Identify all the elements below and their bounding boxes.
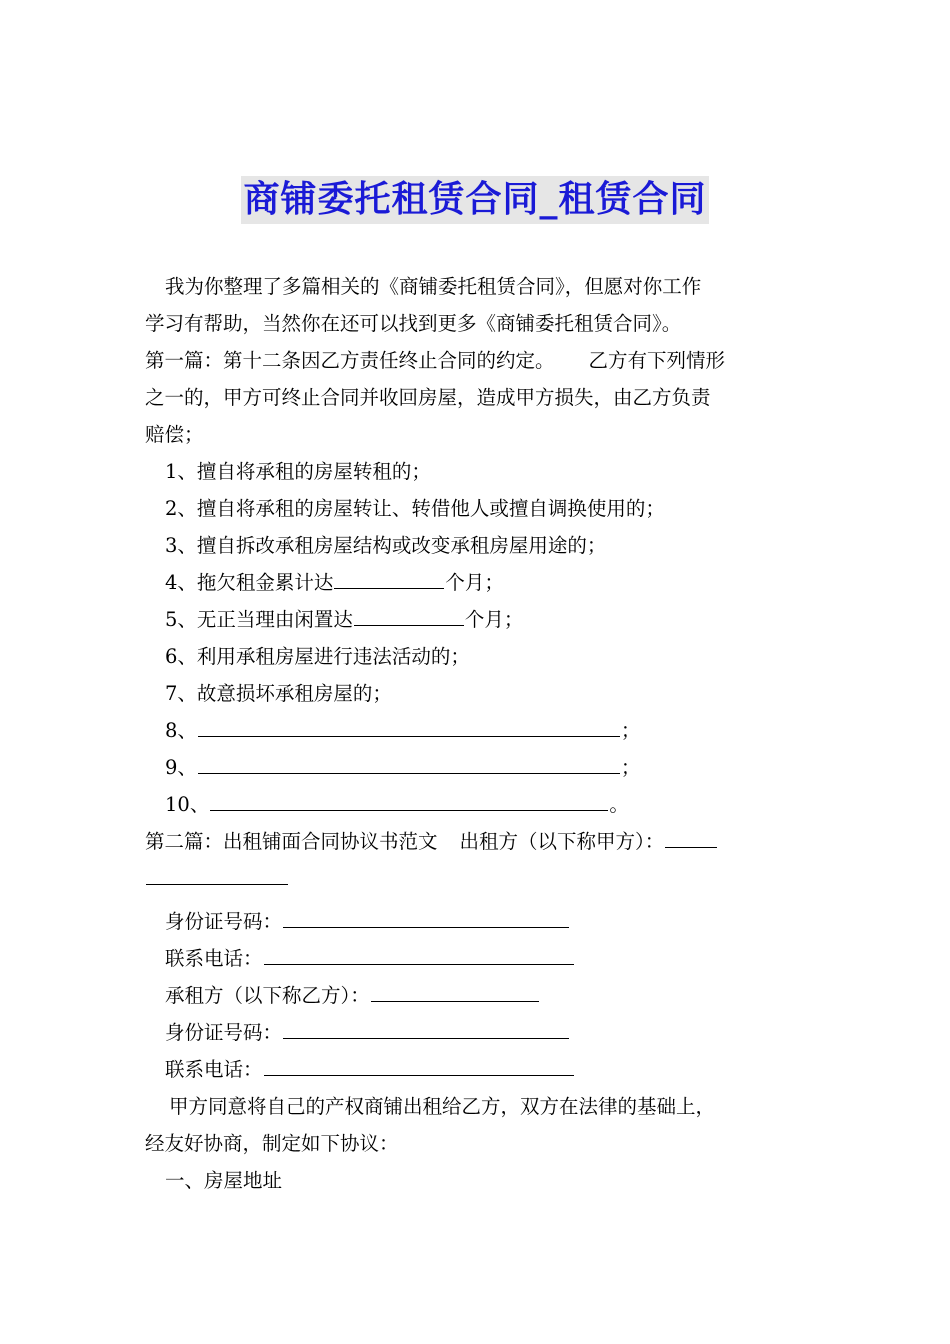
part1-heading-tail: 乙方有下列情形 — [588, 349, 726, 372]
fill-blank — [146, 862, 288, 885]
part1-line-3: 赔偿； — [145, 423, 204, 446]
list-item-2: 2、擅自将承租的房屋转让、转借他人或擅自调换使用的； — [165, 497, 665, 520]
list-item-9-number: 9、 — [165, 756, 197, 779]
list-item-5-text: 5、无正当理由闲置达 — [165, 608, 353, 631]
lessee-id-line — [145, 1014, 810, 1051]
lessee-label: 承租方（以下称乙方）： — [165, 984, 370, 1007]
part1-heading-line — [145, 342, 810, 379]
section-1-heading: 一、房屋地址 — [165, 1169, 283, 1192]
list-item-8 — [145, 712, 810, 749]
document-body — [145, 268, 810, 1199]
list-item-5 — [145, 601, 810, 638]
list-item-9 — [145, 749, 810, 786]
list-item-10 — [145, 786, 810, 823]
list-item-9-suffix: ； — [620, 756, 641, 779]
part2-heading-line — [145, 823, 810, 860]
list-item-7: 7、故意损坏承租房屋的； — [165, 682, 392, 705]
blank-line — [145, 860, 810, 897]
fill-blank — [283, 1016, 569, 1039]
part1-line-2: 之一的，甲方可终止合同并收回房屋，造成甲方损失，由乙方负责 — [145, 386, 711, 409]
lessee-id-label: 身份证号码： — [165, 1021, 283, 1044]
list-item-1: 1、擅自将承租的房屋转租的； — [165, 460, 431, 483]
list-item-6: 6、利用承租房屋进行违法活动的； — [165, 645, 470, 668]
intro-line-1: 我为你整理了多篇相关的《商铺委托租赁合同》，但愿对你工作 — [165, 275, 702, 298]
lessor-phone-line — [145, 940, 810, 977]
intro-line-2: 学习有帮助，当然你在还可以找到更多《商铺委托租赁合同》。 — [145, 312, 682, 335]
fill-blank — [371, 979, 539, 1002]
agreement-line-2: 经友好协商，制定如下协议： — [145, 1132, 399, 1155]
lessee-line — [145, 977, 810, 1014]
fill-blank — [334, 566, 444, 589]
fill-blank — [283, 905, 569, 928]
lessor-id-label: 身份证号码： — [165, 910, 283, 933]
lessor-id-line — [145, 903, 810, 940]
list-item-4-suffix: 个月； — [445, 571, 504, 594]
list-item-4-text: 4、拖欠租金累计达 — [165, 571, 334, 594]
lessee-phone-line — [145, 1051, 810, 1088]
fill-blank — [354, 603, 464, 626]
document-title: 商铺委托租赁合同_租赁合同 — [241, 176, 708, 224]
fill-blank — [198, 751, 620, 774]
list-item-4 — [145, 564, 810, 601]
list-item-10-number: 10、 — [165, 793, 210, 816]
list-item-8-suffix: ； — [620, 719, 641, 742]
list-item-3: 3、擅自拆改承租房屋结构或改变承租房屋用途的； — [165, 534, 607, 557]
fill-blank — [665, 825, 717, 848]
list-item-5-suffix: 个月； — [464, 608, 524, 631]
fill-blank — [264, 942, 574, 965]
agreement-line-1: 甲方同意将自己的产权商铺出租给乙方，双方在法律的基础上， — [169, 1095, 716, 1118]
title-container — [0, 176, 950, 224]
part2-heading-tail: 出租方（以下称甲方）： — [459, 830, 665, 853]
fill-blank — [198, 714, 620, 737]
lessee-phone-label: 联系电话： — [165, 1058, 263, 1081]
list-item-8-number: 8、 — [165, 719, 197, 742]
lessor-phone-label: 联系电话： — [165, 947, 263, 970]
fill-blank — [210, 788, 608, 811]
list-item-10-suffix: 。 — [609, 793, 629, 816]
part1-heading: 第一篇：第十二条因乙方责任终止合同的约定。 — [145, 349, 555, 372]
fill-blank — [264, 1053, 574, 1076]
part2-heading: 第二篇：出租铺面合同协议书范文 — [145, 830, 438, 853]
